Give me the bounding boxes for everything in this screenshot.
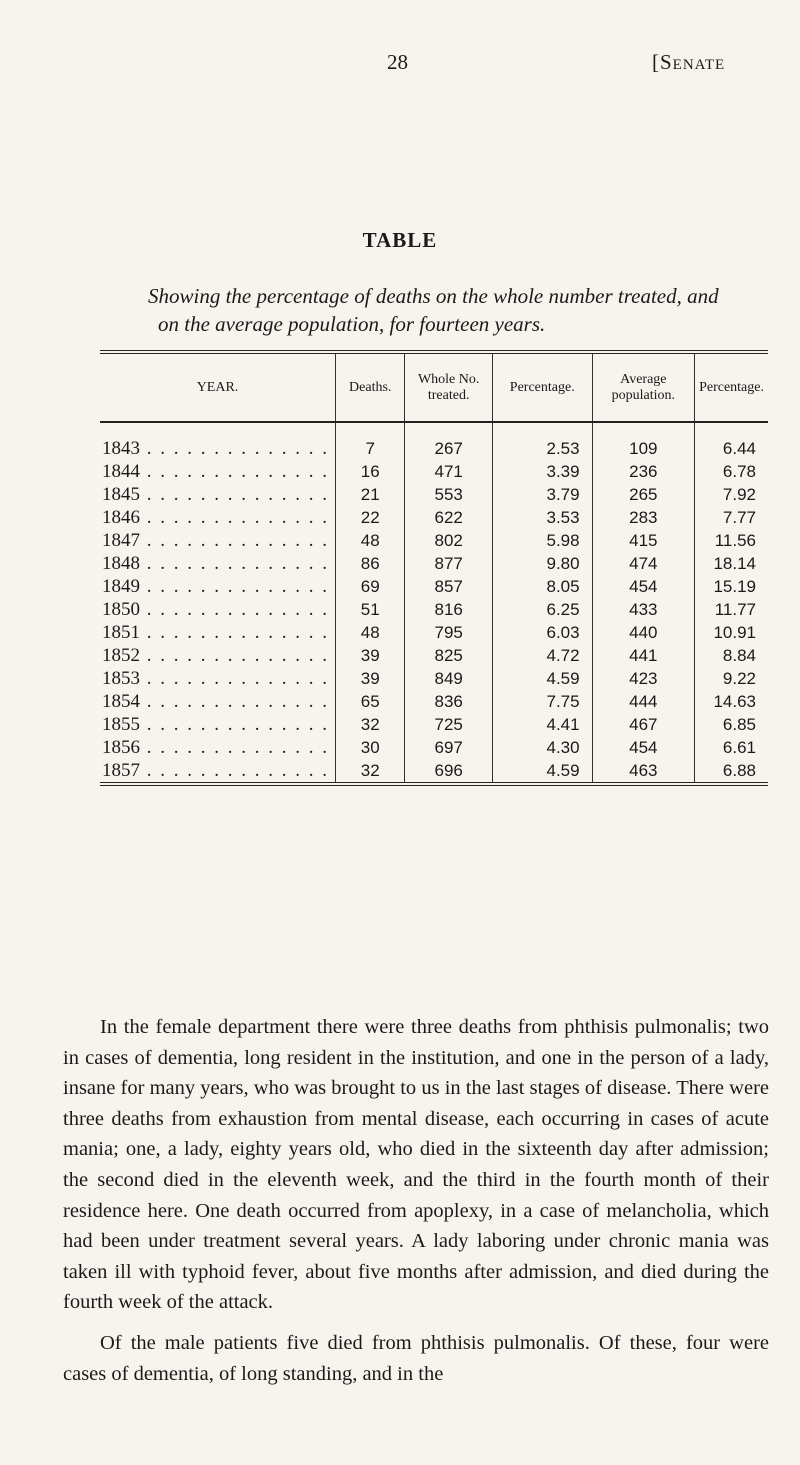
- table-body: [100, 422, 768, 784]
- cell-whole-treated: 836: [405, 690, 492, 713]
- cell-deaths: 32: [336, 759, 405, 784]
- leader-dots: . . . . . . . . . . . . . .: [140, 552, 329, 574]
- cell-year: [100, 575, 336, 598]
- cell-percentage: 4.59: [492, 667, 592, 690]
- cell-year: [100, 736, 336, 759]
- cell-percentage: 4.59: [492, 759, 592, 784]
- cell-percentage: 4.30: [492, 736, 592, 759]
- leader-dots: . . . . . . . . . . . . . .: [140, 598, 329, 620]
- col-header-percentage-population: Percentage.: [695, 352, 768, 422]
- leader-dots: . . . . . . . . . . . . . .: [140, 437, 329, 459]
- cell-deaths: 48: [336, 621, 405, 644]
- table-row: [100, 644, 768, 667]
- caption-line-2: on the average population, for fourteen years.: [158, 312, 546, 336]
- leader-dots: . . . . . . . . . . . . . .: [140, 736, 329, 758]
- leader-dots: . . . . . . . . . . . . . .: [140, 575, 329, 597]
- cell-whole-treated: 825: [405, 644, 492, 667]
- cell-percentage-population: 6.88: [695, 759, 768, 784]
- cell-percentage-population: 10.91: [695, 621, 768, 644]
- leader-dots: . . . . . . . . . . . . . .: [140, 621, 329, 643]
- cell-average-population: 423: [592, 667, 694, 690]
- cell-percentage-population: 14.63: [695, 690, 768, 713]
- leader-dots: . . . . . . . . . . . . . .: [140, 759, 329, 781]
- cell-year: [100, 690, 336, 713]
- caption-line-1: Showing the percentage of deaths on the whole number treated, and: [148, 284, 719, 308]
- cell-whole-treated: 849: [405, 667, 492, 690]
- cell-whole-treated: 471: [405, 460, 492, 483]
- paragraph-male-patients: Of the male patients five died from phthisis pulmonalis. Of these, four were cases of dementia, of long standing, and in the: [63, 1331, 769, 1385]
- col-header-year: YEAR.: [100, 352, 336, 422]
- cell-deaths: 86: [336, 552, 405, 575]
- leader-dots: . . . . . . . . . . . . . .: [140, 667, 329, 689]
- cell-deaths: 39: [336, 667, 405, 690]
- cell-average-population: 444: [592, 690, 694, 713]
- cell-average-population: 415: [592, 529, 694, 552]
- cell-percentage-population: 6.61: [695, 736, 768, 759]
- cell-whole-treated: 622: [405, 506, 492, 529]
- leader-dots: . . . . . . . . . . . . . .: [140, 483, 329, 505]
- running-head: [652, 50, 725, 75]
- cell-deaths: 48: [336, 529, 405, 552]
- year-value: 1851: [102, 621, 140, 643]
- table-row: [100, 552, 768, 575]
- cell-year: [100, 483, 336, 506]
- cell-percentage-population: 18.14: [695, 552, 768, 575]
- cell-percentage: 3.53: [492, 506, 592, 529]
- col-header-average-population: Average population.: [592, 352, 694, 422]
- cell-percentage-population: 6.44: [695, 422, 768, 460]
- table-row: [100, 575, 768, 598]
- cell-percentage: 8.05: [492, 575, 592, 598]
- cell-percentage-population: 6.85: [695, 713, 768, 736]
- year-value: 1854: [102, 690, 140, 712]
- cell-percentage-population: 6.78: [695, 460, 768, 483]
- cell-percentage-population: 7.92: [695, 483, 768, 506]
- cell-average-population: 440: [592, 621, 694, 644]
- cell-percentage-population: 9.22: [695, 667, 768, 690]
- cell-whole-treated: 553: [405, 483, 492, 506]
- cell-percentage-population: 15.19: [695, 575, 768, 598]
- cell-deaths: 30: [336, 736, 405, 759]
- deaths-table: [100, 350, 768, 786]
- cell-whole-treated: 802: [405, 529, 492, 552]
- cell-deaths: 51: [336, 598, 405, 621]
- cell-deaths: 22: [336, 506, 405, 529]
- cell-average-population: 283: [592, 506, 694, 529]
- cell-average-population: 467: [592, 713, 694, 736]
- cell-average-population: 109: [592, 422, 694, 460]
- cell-percentage: 7.75: [492, 690, 592, 713]
- year-value: 1846: [102, 506, 140, 528]
- cell-average-population: 265: [592, 483, 694, 506]
- year-value: 1847: [102, 529, 140, 551]
- table-row: [100, 713, 768, 736]
- table-row: [100, 506, 768, 529]
- cell-whole-treated: 795: [405, 621, 492, 644]
- cell-year: [100, 598, 336, 621]
- table-row: [100, 759, 768, 784]
- table-row: [100, 621, 768, 644]
- cell-year: [100, 460, 336, 483]
- cell-deaths: 21: [336, 483, 405, 506]
- col-header-deaths: Deaths.: [336, 352, 405, 422]
- cell-whole-treated: 725: [405, 713, 492, 736]
- table-header-row: [100, 352, 768, 422]
- cell-deaths: 69: [336, 575, 405, 598]
- leader-dots: . . . . . . . . . . . . . .: [140, 713, 329, 735]
- year-value: 1848: [102, 552, 140, 574]
- cell-year: [100, 422, 336, 460]
- body-text: [63, 1012, 769, 1389]
- cell-percentage: 6.03: [492, 621, 592, 644]
- table-caption: [148, 282, 768, 338]
- cell-whole-treated: 877: [405, 552, 492, 575]
- year-value: 1857: [102, 759, 140, 781]
- year-value: 1855: [102, 713, 140, 735]
- cell-whole-treated: 857: [405, 575, 492, 598]
- cell-average-population: 454: [592, 736, 694, 759]
- cell-average-population: 441: [592, 644, 694, 667]
- year-value: 1852: [102, 644, 140, 666]
- year-value: 1853: [102, 667, 140, 689]
- leader-dots: . . . . . . . . . . . . . .: [140, 690, 329, 712]
- cell-percentage: 9.80: [492, 552, 592, 575]
- page-number: 28: [387, 50, 408, 74]
- table-row: [100, 598, 768, 621]
- cell-percentage-population: 11.56: [695, 529, 768, 552]
- year-value: 1845: [102, 483, 140, 505]
- cell-average-population: 474: [592, 552, 694, 575]
- cell-percentage-population: 11.77: [695, 598, 768, 621]
- cell-deaths: 32: [336, 713, 405, 736]
- leader-dots: . . . . . . . . . . . . . .: [140, 460, 329, 482]
- table-row: [100, 529, 768, 552]
- running-head-text: Senate: [660, 50, 726, 74]
- col-header-percentage: Percentage.: [492, 352, 592, 422]
- table-row: [100, 460, 768, 483]
- cell-year: [100, 529, 336, 552]
- cell-percentage: 3.39: [492, 460, 592, 483]
- cell-percentage: 6.25: [492, 598, 592, 621]
- cell-whole-treated: 816: [405, 598, 492, 621]
- cell-year: [100, 506, 336, 529]
- cell-year: [100, 759, 336, 784]
- cell-deaths: 65: [336, 690, 405, 713]
- cell-deaths: 16: [336, 460, 405, 483]
- cell-year: [100, 552, 336, 575]
- cell-year: [100, 667, 336, 690]
- year-value: 1856: [102, 736, 140, 758]
- cell-average-population: 463: [592, 759, 694, 784]
- cell-average-population: 454: [592, 575, 694, 598]
- cell-percentage: 4.72: [492, 644, 592, 667]
- col-header-whole-treated: Whole No. treated.: [405, 352, 492, 422]
- cell-percentage: 3.79: [492, 483, 592, 506]
- cell-year: [100, 713, 336, 736]
- cell-deaths: 39: [336, 644, 405, 667]
- leader-dots: . . . . . . . . . . . . . .: [140, 644, 329, 666]
- cell-year: [100, 644, 336, 667]
- year-value: 1844: [102, 460, 140, 482]
- table-row: [100, 422, 768, 460]
- cell-whole-treated: 696: [405, 759, 492, 784]
- cell-whole-treated: 267: [405, 422, 492, 460]
- cell-year: [100, 621, 336, 644]
- cell-percentage-population: 8.84: [695, 644, 768, 667]
- table-row: [100, 690, 768, 713]
- year-value: 1850: [102, 598, 140, 620]
- cell-deaths: 7: [336, 422, 405, 460]
- table-row: [100, 667, 768, 690]
- paragraph-female-department: In the female department there were three deaths from phthisis pulmonalis; two in cases of dementia, long resident in the institution, and one in the person of a lady, insane for many years, who was brought to us in the last stages of disease. There were three deaths from exhaustion from mental disease, each occurring in cases of acute mania; one, a lady, eighty years old, who died in the sixteenth day after admission; the second died in the eleventh week, and the third in the fourth month of their residence here. One death occurred from apoplexy, in a case of melancholia, which had been under treatment several years. A lady laboring under chronic mania was taken ill with typhoid fever, about five months after admission, and died during the fourth week of the attack.: [63, 1016, 769, 1314]
- running-head-bracket: [: [652, 50, 660, 74]
- table-row: [100, 483, 768, 506]
- leader-dots: . . . . . . . . . . . . . .: [140, 529, 329, 551]
- year-value: 1843: [102, 437, 140, 459]
- cell-percentage: 5.98: [492, 529, 592, 552]
- cell-average-population: 236: [592, 460, 694, 483]
- cell-whole-treated: 697: [405, 736, 492, 759]
- cell-percentage: 2.53: [492, 422, 592, 460]
- leader-dots: . . . . . . . . . . . . . .: [140, 506, 329, 528]
- cell-percentage: 4.41: [492, 713, 592, 736]
- table-title: TABLE: [362, 228, 438, 252]
- cell-average-population: 433: [592, 598, 694, 621]
- table-row: [100, 736, 768, 759]
- year-value: 1849: [102, 575, 140, 597]
- cell-percentage-population: 7.77: [695, 506, 768, 529]
